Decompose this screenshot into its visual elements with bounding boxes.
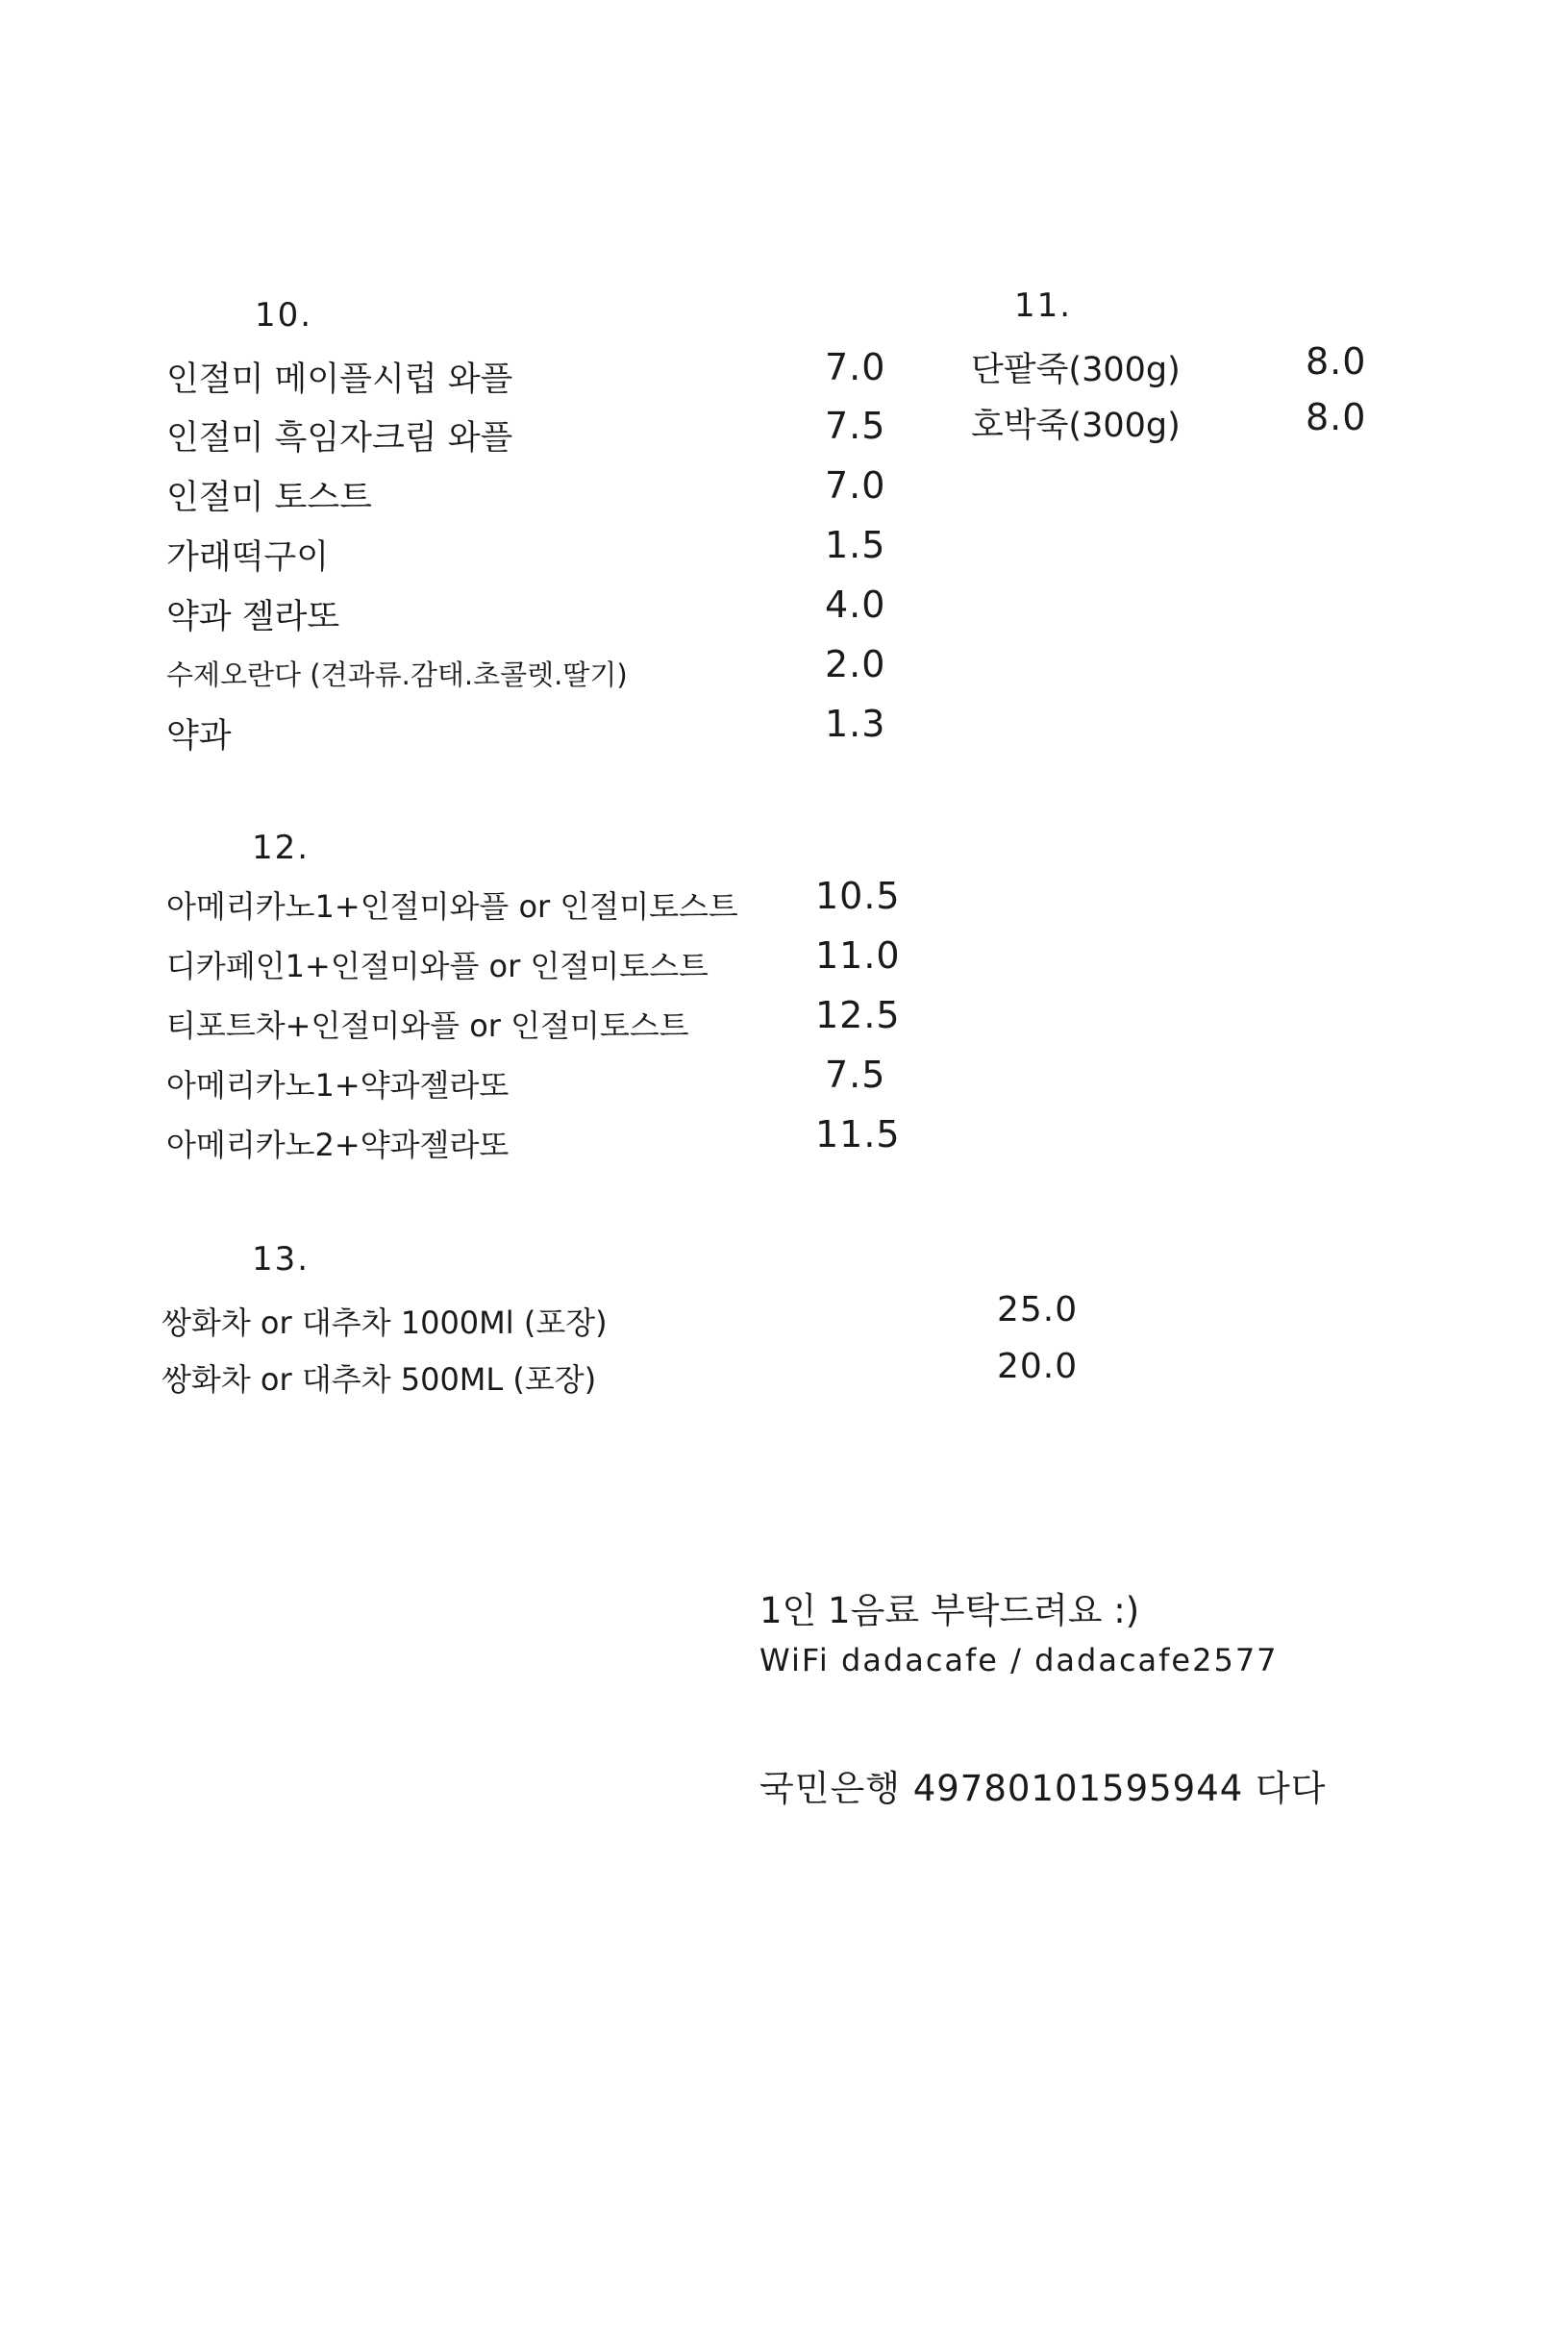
menu-item-name: 호박죽(300g) xyxy=(971,407,1181,445)
menu-item-name: 약과 xyxy=(166,717,232,756)
menu-item-name: 인절미 흑임자크림 와플 xyxy=(166,419,513,458)
menu-item-price: 11.5 xyxy=(815,1113,901,1155)
section-11-number: 11. xyxy=(1014,286,1073,325)
menu-item-name: 아메리카노2+약과젤라또 xyxy=(166,1127,510,1163)
section-10-number: 10. xyxy=(255,296,313,335)
menu-item-name: 아메리카노1+인절미와플 or 인절미토스트 xyxy=(166,888,738,925)
menu-item-name: 인절미 토스트 xyxy=(166,479,372,517)
menu-item-price: 4.0 xyxy=(825,584,886,626)
menu-item-price: 12.5 xyxy=(815,994,901,1036)
menu-item-price: 1.5 xyxy=(825,524,886,566)
menu-item-price: 20.0 xyxy=(997,1347,1079,1386)
menu-item-name: 단팥죽(300g) xyxy=(971,351,1181,389)
menu-item-price: 11.0 xyxy=(815,934,901,977)
menu-item-price: 7.5 xyxy=(825,405,886,447)
menu-item-name: 티포트차+인절미와플 or 인절미토스트 xyxy=(166,1007,689,1044)
bank-account-info: 국민은행 49780101595944 다다 xyxy=(759,1768,1327,1809)
menu-item-price: 7.0 xyxy=(825,346,886,388)
section-13-number: 13. xyxy=(252,1240,311,1279)
menu-item-price: 1.3 xyxy=(825,703,886,745)
drink-policy-notice: 1인 1음료 부탁드려요 :) xyxy=(759,1590,1140,1631)
menu-item-name: 디카페인1+인절미와플 or 인절미토스트 xyxy=(166,948,709,984)
section-12-number: 12. xyxy=(252,829,311,867)
menu-item-price: 25.0 xyxy=(997,1290,1079,1329)
menu-item-price: 8.0 xyxy=(1306,396,1367,438)
menu-item-name: 쌍화차 or 대추차 500ML (포장) xyxy=(162,1361,597,1398)
menu-item-price: 7.5 xyxy=(825,1054,886,1096)
menu-item-price: 8.0 xyxy=(1306,340,1367,383)
menu-item-name: 쌍화차 or 대추차 1000Ml (포장) xyxy=(162,1304,608,1341)
menu-item-name: 인절미 메이플시럽 와플 xyxy=(166,360,513,399)
menu-item-price: 2.0 xyxy=(825,643,886,685)
menu-item-price: 7.0 xyxy=(825,464,886,507)
menu-item-name: 가래떡구이 xyxy=(166,538,330,577)
menu-item-price: 10.5 xyxy=(815,875,901,917)
menu-item-name: 아메리카노1+약과젤라또 xyxy=(166,1067,510,1104)
menu-item-name: 약과 젤라또 xyxy=(166,598,340,636)
menu-item-name: 수제오란다 (견과류.감태.초콜렛.딸기) xyxy=(166,658,628,691)
wifi-info: WiFi dadacafe / dadacafe2577 xyxy=(759,1642,1279,1678)
